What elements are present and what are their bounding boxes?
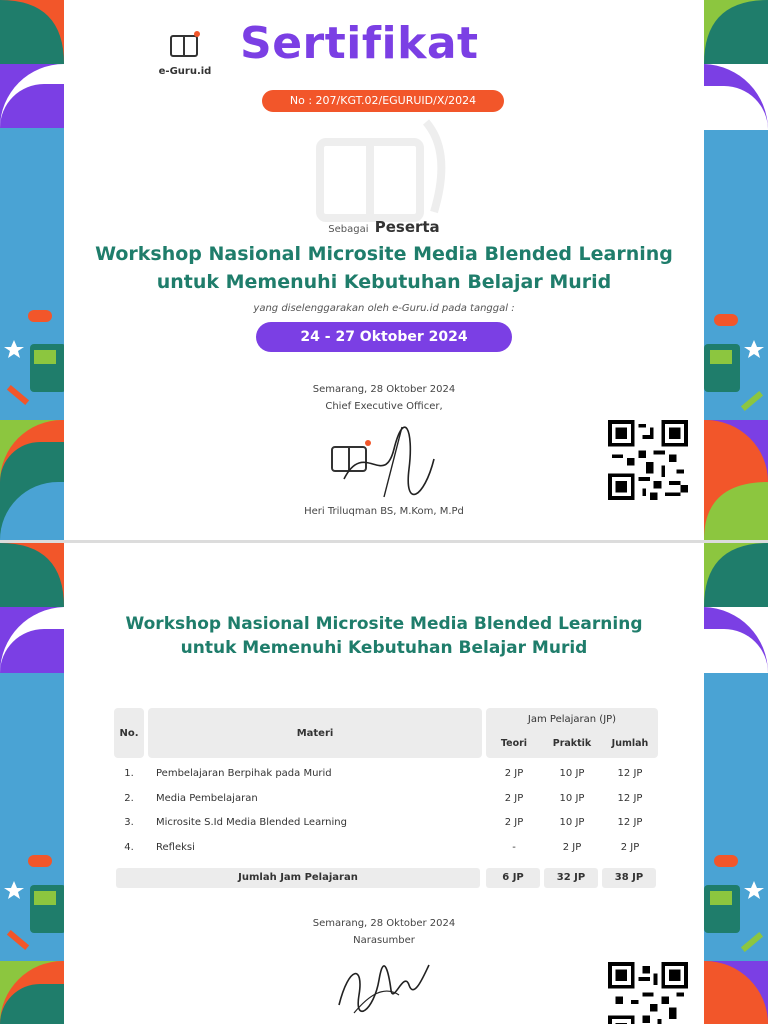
table-header bbox=[114, 708, 658, 758]
total-teori: 6 JP bbox=[486, 868, 540, 888]
cell-praktik: 10 JP bbox=[559, 793, 585, 804]
table-row bbox=[114, 814, 658, 832]
cell-praktik: 2 JP bbox=[562, 842, 582, 853]
cell-teori: 2 JP bbox=[504, 768, 524, 779]
total-jumlah: 38 JP bbox=[602, 868, 656, 888]
cell-no: 4. bbox=[124, 842, 134, 853]
cell-materi: Refleksi bbox=[156, 842, 195, 853]
left-decorative-strip-2 bbox=[0, 543, 64, 1024]
speaker-signature-image bbox=[329, 955, 439, 1015]
header-materi: Materi bbox=[148, 708, 482, 758]
right-decorative-strip-2 bbox=[704, 543, 768, 1024]
header-jumlah: Jumlah bbox=[611, 738, 649, 749]
signer-name: Heri Triluqman BS, M.Kom, M.Pd bbox=[304, 506, 464, 517]
cell-teori: - bbox=[512, 842, 516, 853]
certificate-number: No : 207/KGT.02/EGURUID/X/2024 bbox=[262, 90, 504, 112]
event-title: Workshop Nasional Microsite Media Blended Learning untuk Memenuhi Kebutuhan Belajar Murid bbox=[95, 243, 673, 293]
header-praktik: Praktik bbox=[552, 738, 592, 749]
total-label: Jumlah Jam Pelajaran bbox=[116, 868, 480, 888]
brand-name: e-Guru.id bbox=[158, 66, 212, 77]
header-jp-group bbox=[486, 708, 658, 758]
role: Peserta bbox=[374, 218, 440, 236]
cell-no: 1. bbox=[124, 768, 134, 779]
table-total-row bbox=[114, 868, 658, 888]
signature-place-date: Semarang, 28 Oktober 2024 bbox=[312, 384, 456, 395]
watermark-book-icon bbox=[316, 112, 456, 222]
cell-praktik: 10 JP bbox=[559, 817, 585, 828]
curriculum-title: Workshop Nasional Microsite Media Blended Learning untuk Memenuhi Kebutuhan Belajar Murid bbox=[125, 614, 643, 658]
right-decorative-strip bbox=[704, 0, 768, 540]
signature-block bbox=[234, 381, 534, 505]
cell-materi: Pembelajaran Berpihak pada Murid bbox=[156, 768, 332, 779]
role-prefix: Sebagai bbox=[328, 224, 369, 235]
left-decorative-strip bbox=[0, 0, 64, 540]
cell-teori: 2 JP bbox=[504, 817, 524, 828]
cell-no: 3. bbox=[124, 817, 134, 828]
certificate-title: Sertifikat bbox=[240, 18, 479, 69]
event-date: 24 - 27 Oktober 2024 bbox=[256, 322, 512, 352]
speaker-position: Narasumber bbox=[353, 935, 415, 946]
cell-materi: Microsite S.Id Media Blended Learning bbox=[156, 817, 347, 828]
book-icon bbox=[167, 30, 203, 60]
cell-materi: Media Pembelajaran bbox=[156, 793, 258, 804]
cell-praktik: 10 JP bbox=[559, 768, 585, 779]
table-row bbox=[114, 790, 658, 808]
cell-jumlah: 2 JP bbox=[620, 842, 640, 853]
role-line bbox=[0, 218, 768, 236]
cell-jumlah: 12 JP bbox=[617, 768, 643, 779]
table-row bbox=[114, 765, 658, 783]
cell-jumlah: 12 JP bbox=[617, 817, 643, 828]
lesson-hours-table bbox=[114, 708, 658, 883]
header-teori: Teori bbox=[500, 738, 528, 749]
cell-no: 2. bbox=[124, 793, 134, 804]
qr-code-icon bbox=[608, 962, 688, 1024]
header-jp: Jam Pelajaran (JP) bbox=[527, 714, 617, 725]
cell-teori: 2 JP bbox=[504, 793, 524, 804]
speaker-signature-block bbox=[234, 915, 534, 1021]
qr-code-icon bbox=[608, 420, 688, 500]
speaker-place-date: Semarang, 28 Oktober 2024 bbox=[312, 918, 456, 929]
held-by-text: yang diselenggarakan oleh e-Guru.id pada tanggal : bbox=[253, 303, 515, 314]
table-row bbox=[114, 839, 658, 857]
brand-logo bbox=[150, 30, 220, 77]
total-praktik: 32 JP bbox=[544, 868, 598, 888]
cell-jumlah: 12 JP bbox=[617, 793, 643, 804]
header-no: No. bbox=[114, 708, 144, 758]
signature-stamp-image bbox=[324, 419, 444, 499]
signature-position: Chief Executive Officer, bbox=[325, 401, 443, 412]
